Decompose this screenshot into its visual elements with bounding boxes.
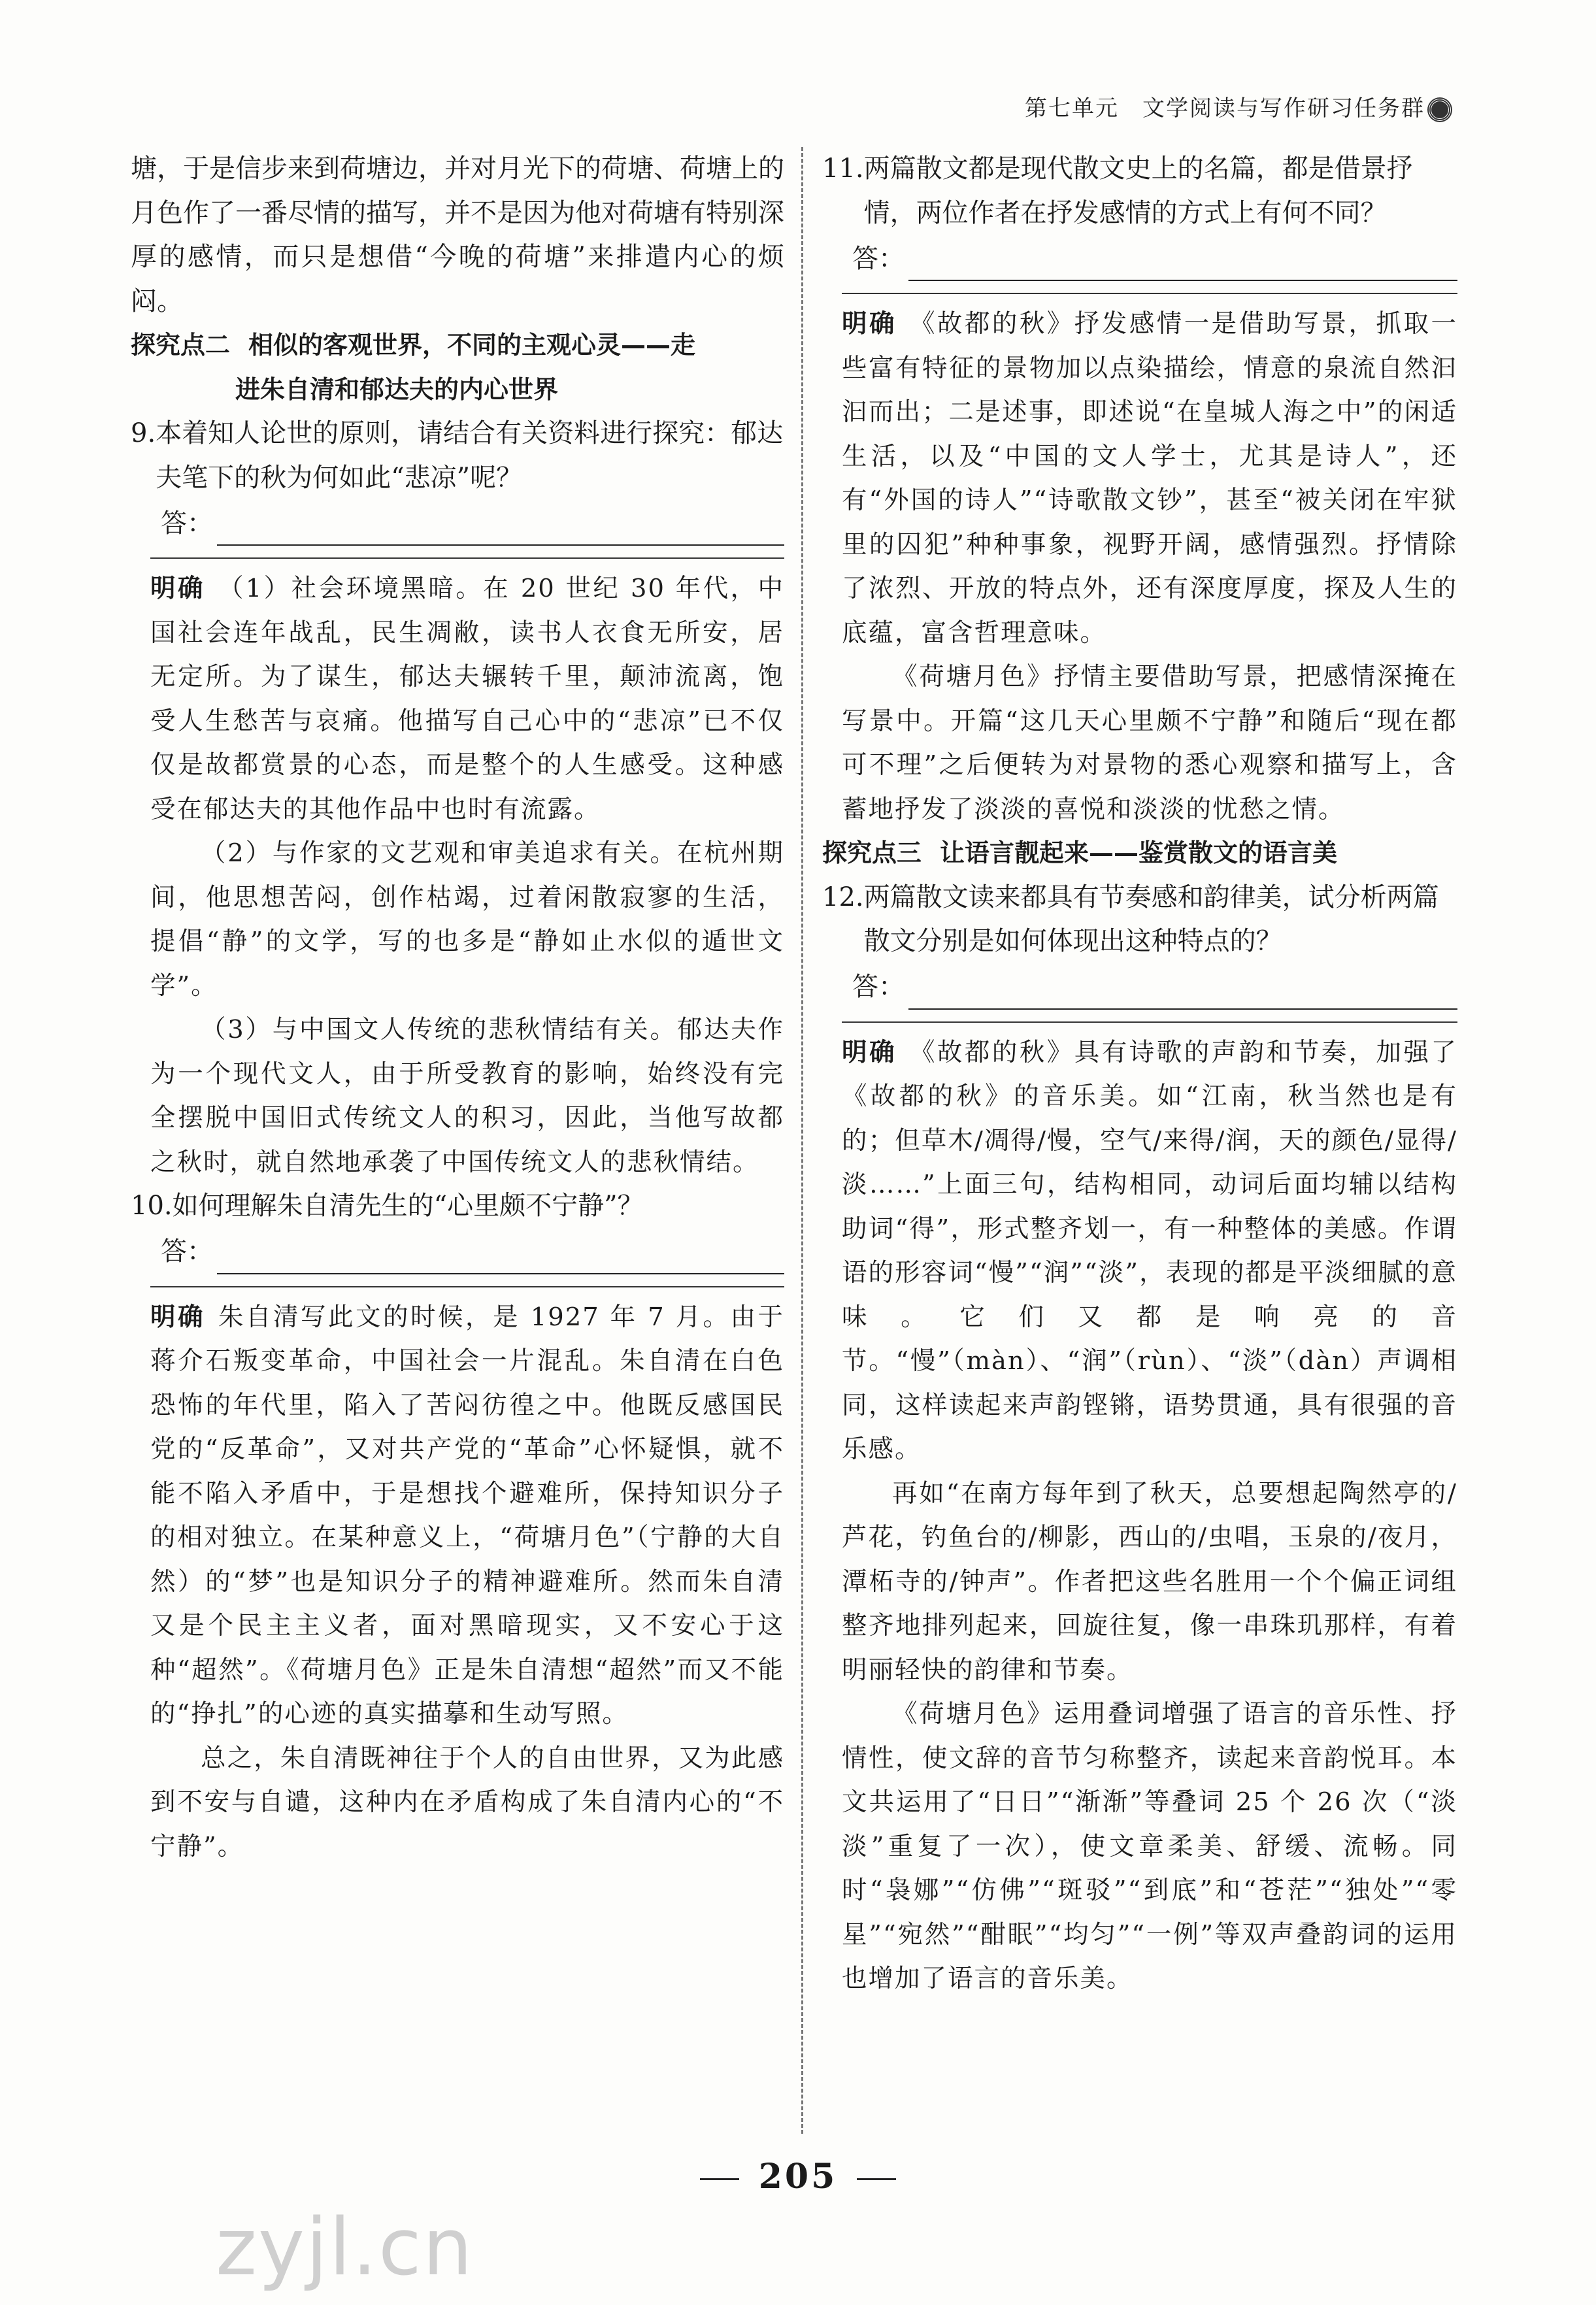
left-column — [131, 147, 784, 1868]
explanation-paragraph: 《荷塘月色》运用叠词增强了语言的音乐性、抒情性，使文辞的音节匀称整齐，读起来音韵悦耳。本文共运用了“日日”“渐渐”等叠词 25 个 26 次（“淡淡”重复了一次），使文章柔美、舒缓、流畅。同时“袅娜”“仿佛”“斑驳”“到底”和“苍茫”“独处”“零星”“宛然”“酣眠”“均匀”“一例”等双声叠韵词的运用也增加了语言的音乐美。 — [842, 1699, 1457, 1993]
explore-title: 让语言靓起来——鉴赏散文的语言美 — [940, 838, 1338, 867]
question-11 — [822, 147, 1457, 235]
question-number: 12. — [822, 882, 864, 912]
explanation-paragraph — [842, 1031, 1457, 1472]
explore-point-3 — [822, 831, 1457, 876]
answer-field-9[interactable] — [131, 500, 784, 546]
question-number: 10. — [131, 1191, 173, 1221]
explanation-paragraph: 《荷塘月色》抒情主要借助写景，把感情深掩在写景中。开篇“这几天心里颇不宁静”和随后“现在都可不理”之后便转为对景物的悉心观察和描写上，含蓄地抒发了淡淡的喜悦和淡淡的忧愁之情。 — [842, 662, 1457, 824]
explanation-text: 朱自清写此文的时候，是 1927 年 7 月。由于蒋介石叛变革命，中国社会一片混乱。朱自清在白色恐怖的年代里，陷入了苦闷彷徨之中。他既反感国民党的“反革命”，又对共产党的“革命”心怀疑惧，就不能不陷入矛盾中，于是想找个避难所，保持知识分子的相对独立。在某种意义上，“荷塘月色”（宁静的大自然）的“梦”也是知识分子的精神避难所。然而朱自清又是个民主主义者，面对黑暗现实，又不安心于这种“超然”。《荷塘月色》正是朱自清想“超然”而又不能的“挣扎”的心迹的真实描摹和生动写照。 — [150, 1302, 784, 1729]
explanation-paragraph: （3）与中国文人传统的悲秋情结有关。郁达夫作为一个现代文人，由于所受教育的影响，始终没有完全摆脱中国旧式传统文人的积习，因此，当他写故都之秋时，就自然地承袭了中国传统文人的悲秋情结。 — [150, 1015, 784, 1177]
question-number: 9. — [131, 418, 156, 448]
question-text: 两篇散文读来都具有节奏感和韵律美，试分析两篇散文分别是如何体现出这种特点的？ — [863, 882, 1439, 956]
explanation-paragraph: （2）与作家的文艺观和审美追求有关。在杭州期间，他思想苦闷，创作枯竭，过着闲散寂寥的生活，提倡“静”的文学，写的也多是“静如止水似的遁世文学”。 — [150, 838, 784, 1001]
answer-line[interactable] — [217, 520, 784, 546]
question-text: 两篇散文都是现代散文史上的名篇，都是借景抒情，两位作者在抒发感情的方式上有何不同？ — [863, 154, 1413, 228]
answer-line[interactable] — [908, 984, 1457, 1010]
unit-header — [1025, 90, 1451, 122]
explanation-paragraph — [150, 1295, 784, 1736]
explanation-tag: 明确 — [842, 1037, 897, 1067]
question-12 — [822, 876, 1457, 964]
answer-field-12[interactable] — [822, 964, 1457, 1010]
bullet-icon — [1429, 99, 1451, 121]
explanation-text: 《故都的秋》抒发感情一是借助写景，抓取一些富有特征的景物加以点染描绘，情意的泉流自然汩汩而出；二是述事，即述说“在皇城人海之中”的闲适生活，以及“中国的文人学士，尤其是诗人”，还有“外国的诗人”“诗歌散文钞”，甚至“被关闭在牢狱里的囚犯”种种事象，视野开阔，感情强烈。抒情除了浓烈、开放的特点外，还有深度厚度，探及人生的底蕴，富含哲理意味。 — [842, 309, 1457, 648]
answer-label: 答： — [161, 1236, 213, 1267]
explore-title-cont: 进朱自清和郁达夫的内心世界 — [235, 374, 559, 404]
explanation-9 — [131, 567, 784, 1184]
answer-line[interactable] — [217, 1248, 784, 1274]
dash-right — [857, 2178, 896, 2180]
explanation-paragraph: 再如“在南方每年到了秋天，总要想起陶然亭的/芦花，钓鱼台的/柳影，西山的/虫唱，玉泉的/夜月，潭柘寺的/钟声”。作者把这些名胜用一个个偏正词组整齐地排列起来，回旋往复，像一串珠玑那样，有着明丽轻快的韵律和节奏。 — [842, 1478, 1457, 1685]
column-divider — [801, 147, 803, 2134]
unit-title: 第七单元 文学阅读与写作研习任务群 — [1025, 95, 1425, 122]
explanation-text: （1）社会环境黑暗。在 20 世纪 30 年代，中国社会连年战乱，民生凋敝，读书人衣食无所安，居无定所。为了谋生，郁达夫辗转千里，颠沛流离，饱受人生愁苦与哀痛。他描写自己心中的“悲凉”已不仅仅是故都赏景的心态，而是整个的人生感受。这种感受在郁达夫的其他作品中也时有流露。 — [150, 574, 784, 824]
question-text: 如何理解朱自清先生的“心里颇不宁静”？ — [172, 1191, 644, 1221]
explanation-10 — [131, 1295, 784, 1869]
explanation-tag: 明确 — [842, 309, 897, 339]
answer-line[interactable] — [908, 255, 1457, 281]
answer-label: 答： — [852, 243, 905, 274]
question-9 — [131, 412, 784, 500]
question-text: 本着知人论世的原则，请结合有关资料进行探究：郁达夫笔下的秋为何如此“悲凉”呢？ — [156, 418, 784, 493]
answer-field-10[interactable] — [131, 1229, 784, 1274]
separator — [842, 293, 1457, 294]
explore-title: 相似的客观世界，不同的主观心灵——走 — [248, 331, 696, 359]
explanation-paragraph — [842, 302, 1457, 655]
intro-paragraph: 塘，于是信步来到荷塘边，并对月光下的荷塘、荷塘上的月色作了一番尽情的描写，并不是因为他对荷塘有特别深厚的感情，而只是想借“今晚的荷塘”来排遣内心的烦闷。 — [131, 154, 784, 316]
answer-label: 答： — [161, 508, 213, 539]
page-number-text: 205 — [758, 2157, 838, 2197]
explore-point-2 — [131, 323, 784, 412]
watermark: zyjl.cn — [216, 2202, 474, 2293]
answer-label: 答： — [852, 972, 905, 1002]
question-10 — [131, 1184, 784, 1229]
explanation-tag: 明确 — [150, 574, 205, 603]
right-column — [822, 147, 1457, 2001]
question-number: 11. — [822, 154, 864, 184]
explanation-11 — [822, 302, 1457, 831]
explanation-text: 《故都的秋》具有诗歌的声韵和节奏，加强了《故都的秋》的音乐美。如“江南，秋当然也是有的；但草木/凋得/慢，空气/来得/润，天的颜色/显得/淡……”上面三句，结构相同，动词后面均辅以结构助词“得”，形式整齐划一，有一种整体的美感。作谓语的形容词“慢”“润”“淡”，表现的都是平淡细腻的意味。它们又都是响亮的音节。“慢”（màn）、“润”（rùn）、“淡”（dàn）声调相同，这样读起来声韵铿锵，语势贯通，具有很强的音乐感。 — [842, 1037, 1457, 1464]
separator — [150, 557, 784, 559]
explanation-tag: 明确 — [150, 1302, 206, 1332]
dash-left — [700, 2178, 739, 2180]
explore-label: 探究点三 — [822, 838, 922, 867]
separator — [842, 1021, 1457, 1023]
page-number — [0, 2157, 1596, 2197]
explore-label: 探究点二 — [131, 331, 231, 359]
separator — [150, 1286, 784, 1287]
explanation-paragraph: 总之，朱自清既神往于个人的自由世界，又为此感到不安与自谴，这种内在矛盾构成了朱自清内心的“不宁静”。 — [150, 1743, 784, 1861]
explanation-paragraph — [150, 567, 784, 831]
answer-field-11[interactable] — [822, 235, 1457, 281]
explanation-12 — [822, 1031, 1457, 2001]
